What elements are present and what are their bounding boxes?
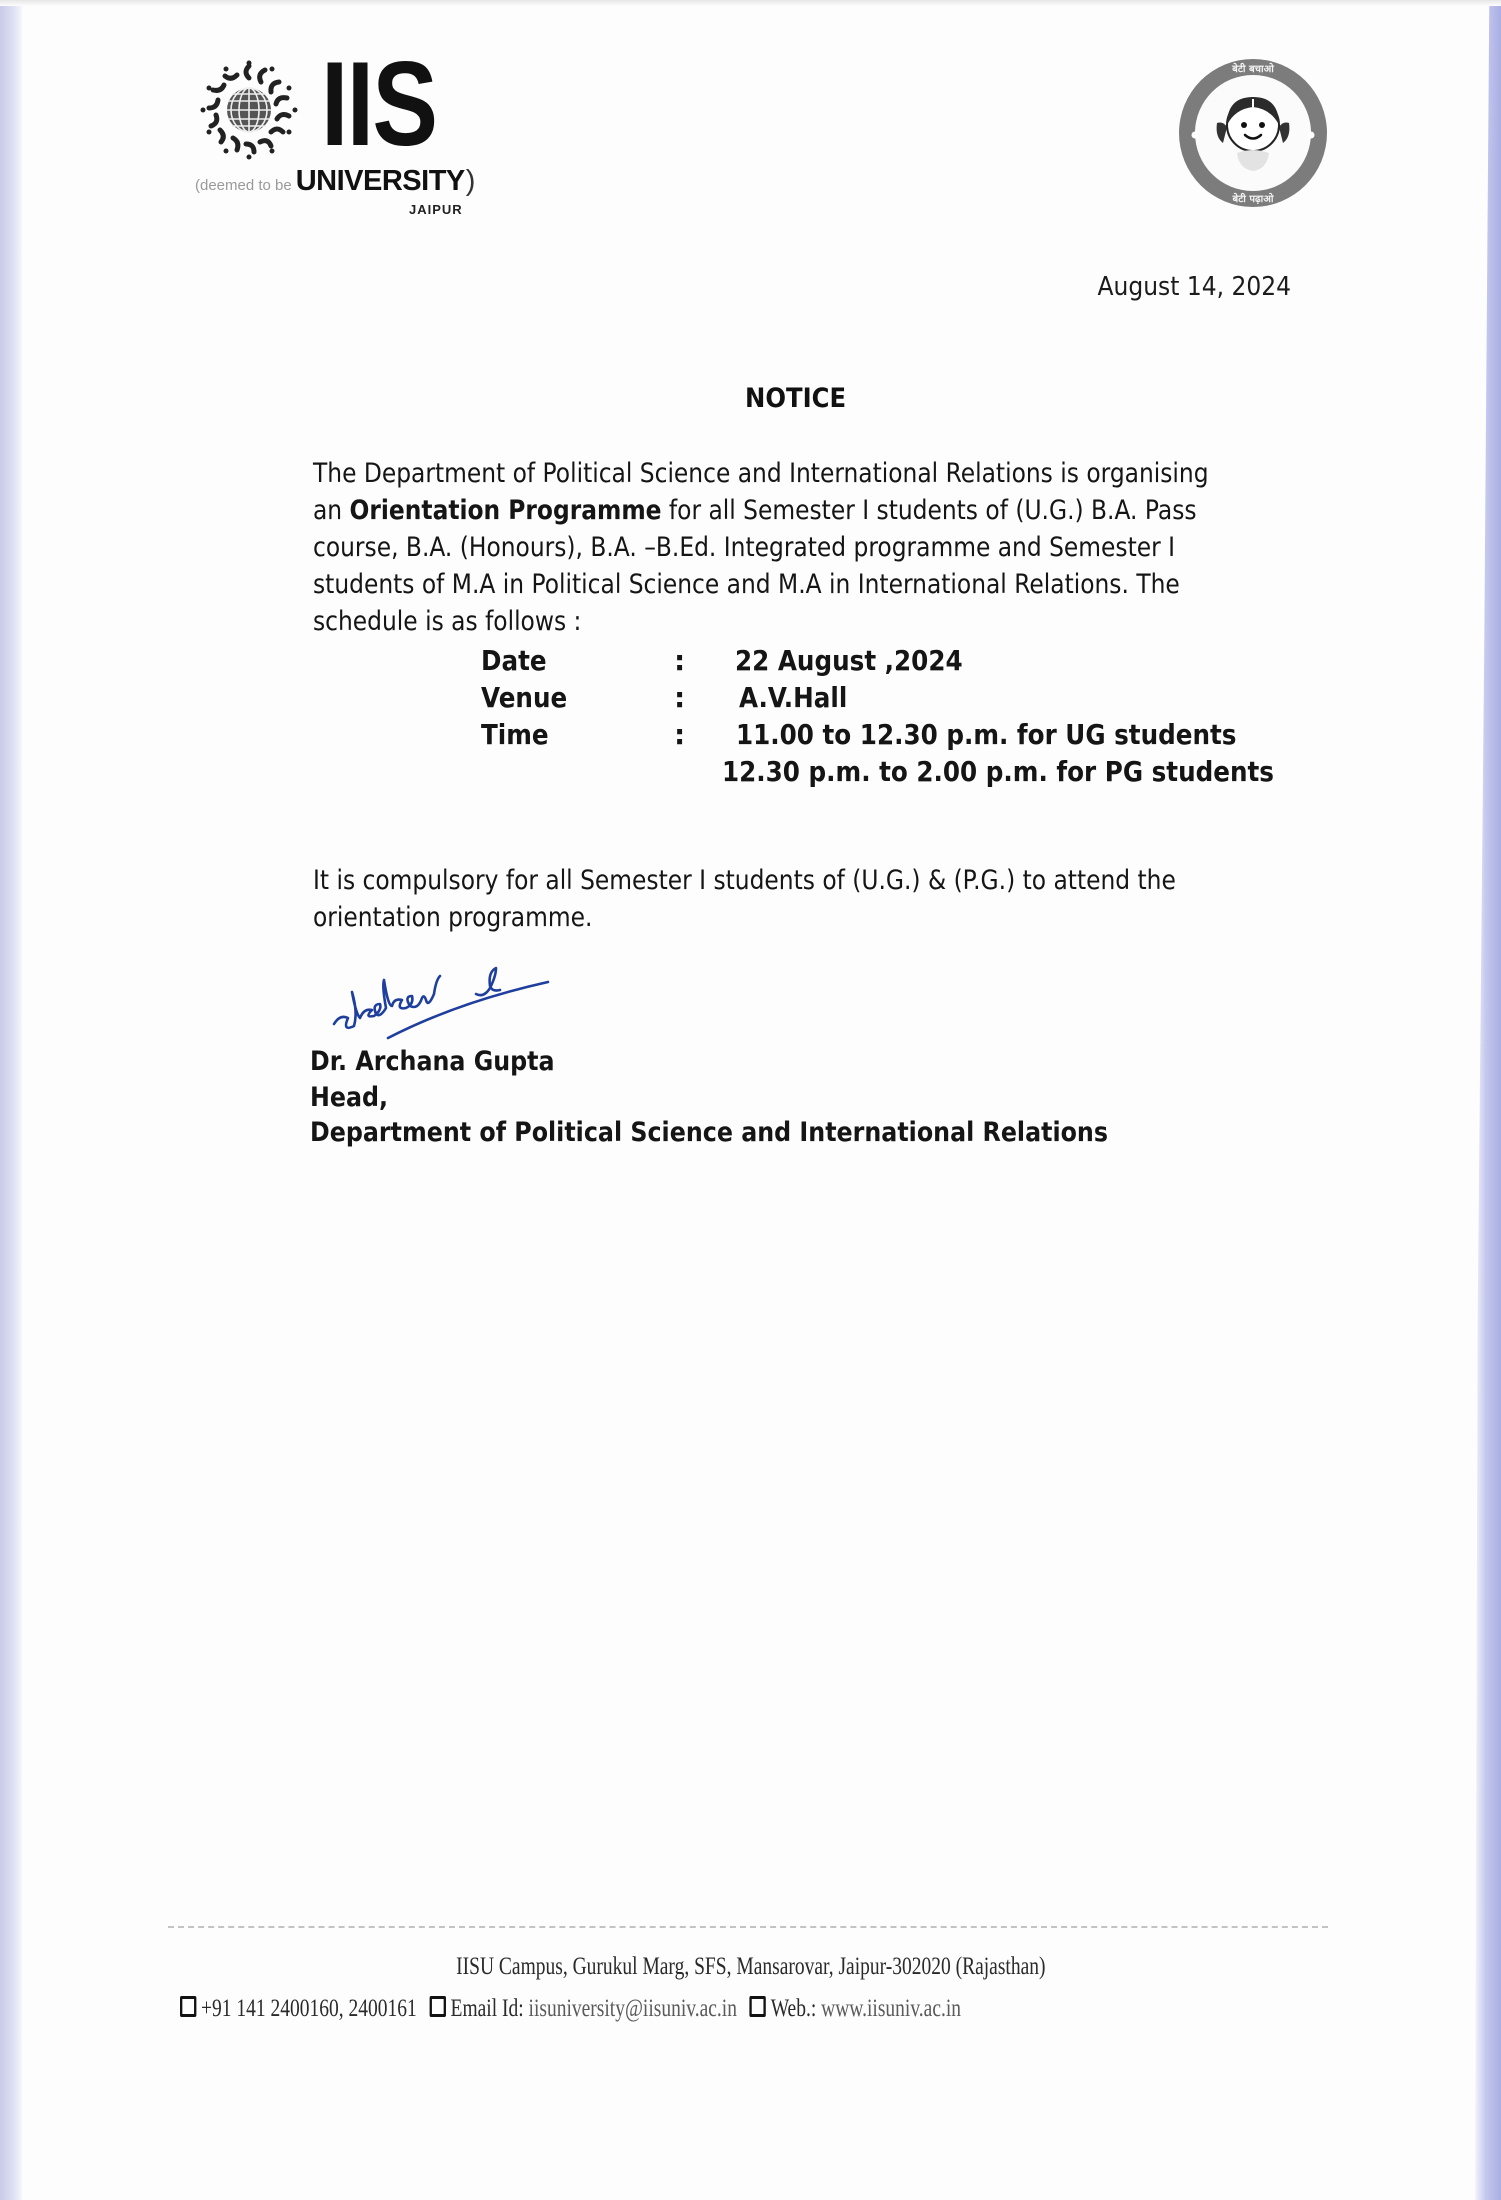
footer-phone: +91 141 2400160, 2400161 xyxy=(201,1995,417,2022)
phone-checkbox-icon xyxy=(180,1996,196,2017)
signatory-block xyxy=(310,1044,1217,1151)
body-line xyxy=(313,492,1197,529)
schedule-value: 11.00 to 12.30 p.m. for UG students xyxy=(736,718,1237,751)
footer-address xyxy=(0,1952,1501,1982)
schedule-row-time-continued xyxy=(481,753,1321,790)
footer-contact xyxy=(180,1994,961,2024)
page-edge-shadow-top xyxy=(0,0,1501,6)
signatory-name: Dr. Archana Gupta xyxy=(310,1046,555,1077)
schedule-row-date xyxy=(481,642,1321,679)
body-line-prefix: an xyxy=(313,495,343,526)
footer-email-label: Email Id: xyxy=(450,1995,524,2022)
body-line: The Department of Political Science and International Relations is organising xyxy=(313,458,1209,489)
email-checkbox-icon xyxy=(429,1996,445,2017)
schedule-value: 12.30 p.m. to 2.00 p.m. for PG students xyxy=(722,755,1274,788)
footer-email[interactable]: iisuniversity@iisuniv.ac.in xyxy=(528,1995,737,2022)
compulsory-note xyxy=(313,862,1313,936)
footer-address-text: IISU Campus, Gurukul Marg, SFS, Mansarovar, Jaipur-302020 (Rajasthan) xyxy=(455,1953,1046,1980)
signatory-designation: Head, xyxy=(310,1081,389,1113)
footer-web[interactable]: www.iisuniv.ac.in xyxy=(821,1995,962,2022)
notice-body xyxy=(313,455,1293,640)
beti-bachao-emblem-icon xyxy=(1175,55,1331,211)
compulsory-line: orientation programme. xyxy=(313,902,593,933)
handwritten-signature xyxy=(328,966,558,1042)
body-line: course, B.A. (Honours), B.A. –B.Ed. Integrated programme and Semester I xyxy=(313,532,1176,563)
page-edge-shadow-right xyxy=(1475,0,1501,2200)
logo-tagline-row xyxy=(195,164,475,198)
schedule-table xyxy=(481,642,1321,790)
notice-title: NOTICE xyxy=(745,383,847,414)
logo-closing-paren: ) xyxy=(465,165,476,197)
signatory-department: Department of Political Science and International Relations xyxy=(310,1117,1108,1148)
schedule-colon: : xyxy=(674,644,686,677)
footer-web-label: Web.: xyxy=(770,1995,817,2022)
schedule-label: Time xyxy=(481,718,549,751)
footer-divider xyxy=(168,1926,1328,1928)
logo-wordmark: IIS xyxy=(321,37,437,171)
emblem-top-text: बेटी बचाओ xyxy=(1232,64,1274,75)
schedule-value: 22 August ,2024 xyxy=(735,644,963,677)
schedule-label: Venue xyxy=(481,681,568,714)
emblem-bottom-text: बेटी पढ़ाओ xyxy=(1232,194,1274,205)
schedule-label: Date xyxy=(481,644,547,677)
body-line: schedule is as follows : xyxy=(313,606,582,637)
programme-highlight: Orientation Programme xyxy=(349,495,662,526)
globe-emblem-icon xyxy=(199,60,299,160)
page-edge-shadow-left xyxy=(0,0,22,2200)
web-checkbox-icon xyxy=(750,1996,766,2017)
schedule-row-time xyxy=(481,716,1321,753)
compulsory-line: It is compulsory for all Semester I students of (U.G.) & (P.G.) to attend the xyxy=(313,865,1176,896)
schedule-colon: : xyxy=(674,681,686,714)
body-line: students of M.A in Political Science and M.A in International Relations. The xyxy=(313,569,1180,600)
schedule-colon: : xyxy=(674,718,686,751)
body-line-rest: for all Semester I students of (U.G.) B.A. Pass xyxy=(668,495,1197,526)
schedule-value: A.V.Hall xyxy=(739,681,848,714)
logo-deemed-text: (deemed to be xyxy=(195,177,292,194)
notice-date: August 14, 2024 xyxy=(1097,272,1291,302)
schedule-row-venue xyxy=(481,679,1321,716)
logo-university-text: UNIVERSITY xyxy=(295,165,465,197)
iis-university-logo xyxy=(195,37,525,227)
logo-city: JAIPUR xyxy=(409,202,463,217)
